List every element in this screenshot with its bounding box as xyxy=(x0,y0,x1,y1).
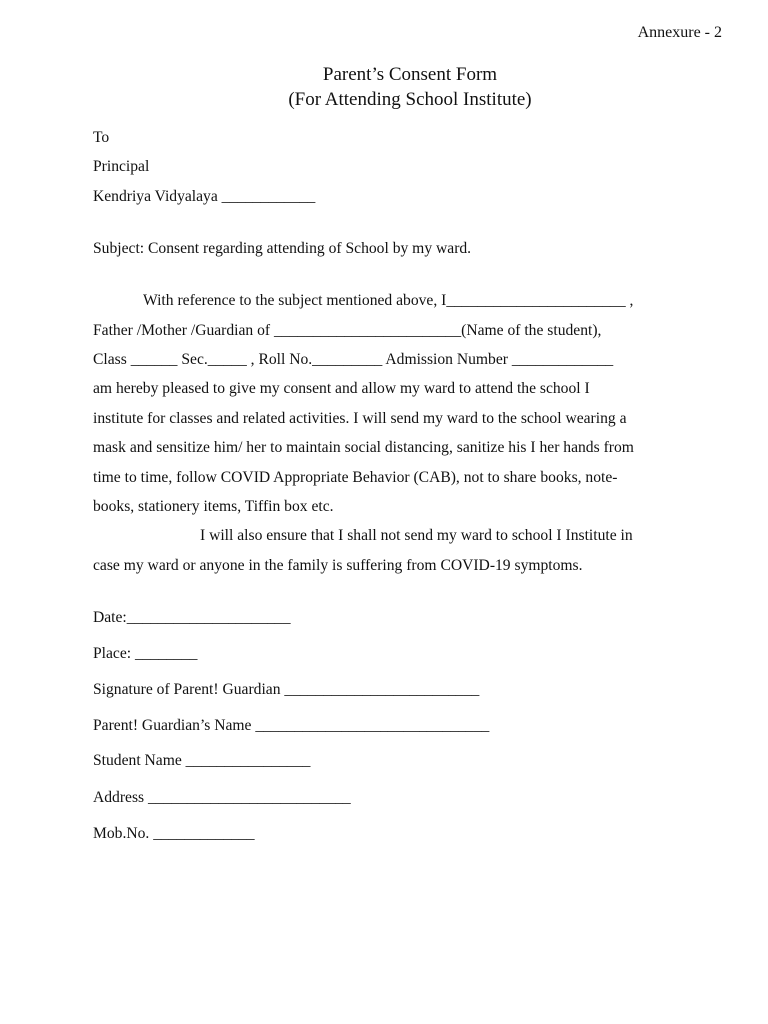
form-subtitle: (For Attending School Institute) xyxy=(288,89,532,110)
address-school: Kendriya Vidyalaya ____________ xyxy=(93,188,316,205)
body-line-5: institute for classes and related activities. I will send my ward to the school wearing a xyxy=(93,410,627,427)
subject-line: Subject: Consent regarding attending of School by my ward. xyxy=(93,240,472,257)
signature-field: Signature of Parent! Guardian _________________________ xyxy=(93,681,480,698)
mobile-field: Mob.No. _____________ xyxy=(93,825,255,842)
body-line-1: With reference to the subject mentioned above, I_______________________ , xyxy=(143,292,634,309)
body-line-6: mask and sensitize him/ her to maintain social distancing, sanitize his I her hands from xyxy=(93,439,634,456)
body-line-10: case my ward or anyone in the family is suffering from COVID-19 symptoms. xyxy=(93,557,583,574)
form-title: Parent’s Consent Form xyxy=(322,64,498,85)
body-line-4: am hereby pleased to give my consent and allow my ward to attend the school I xyxy=(93,380,590,397)
address-field: Address __________________________ xyxy=(93,789,351,806)
body-line-9: I will also ensure that I shall not send my ward to school I Institute in xyxy=(200,527,633,544)
body-line-2: Father /Mother /Guardian of ________________________(Name of the student), xyxy=(93,322,602,339)
student-name-field: Student Name ________________ xyxy=(93,752,311,769)
date-field: Date:_____________________ xyxy=(93,609,291,626)
annexure-label: Annexure - 2 xyxy=(637,24,722,41)
body-line-3: Class ______ Sec._____ , Roll No._________ Admission Number _____________ xyxy=(93,351,614,368)
guardian-name-field: Parent! Guardian’s Name ______________________________ xyxy=(93,717,490,734)
body-line-7: time to time, follow COVID Appropriate Behavior (CAB), not to share books, note- xyxy=(93,469,618,486)
body-line-8: books, stationery items, Tiffin box etc. xyxy=(93,498,334,515)
place-field: Place: ________ xyxy=(93,645,198,662)
address-to: To xyxy=(93,129,110,146)
address-principal: Principal xyxy=(93,158,150,175)
